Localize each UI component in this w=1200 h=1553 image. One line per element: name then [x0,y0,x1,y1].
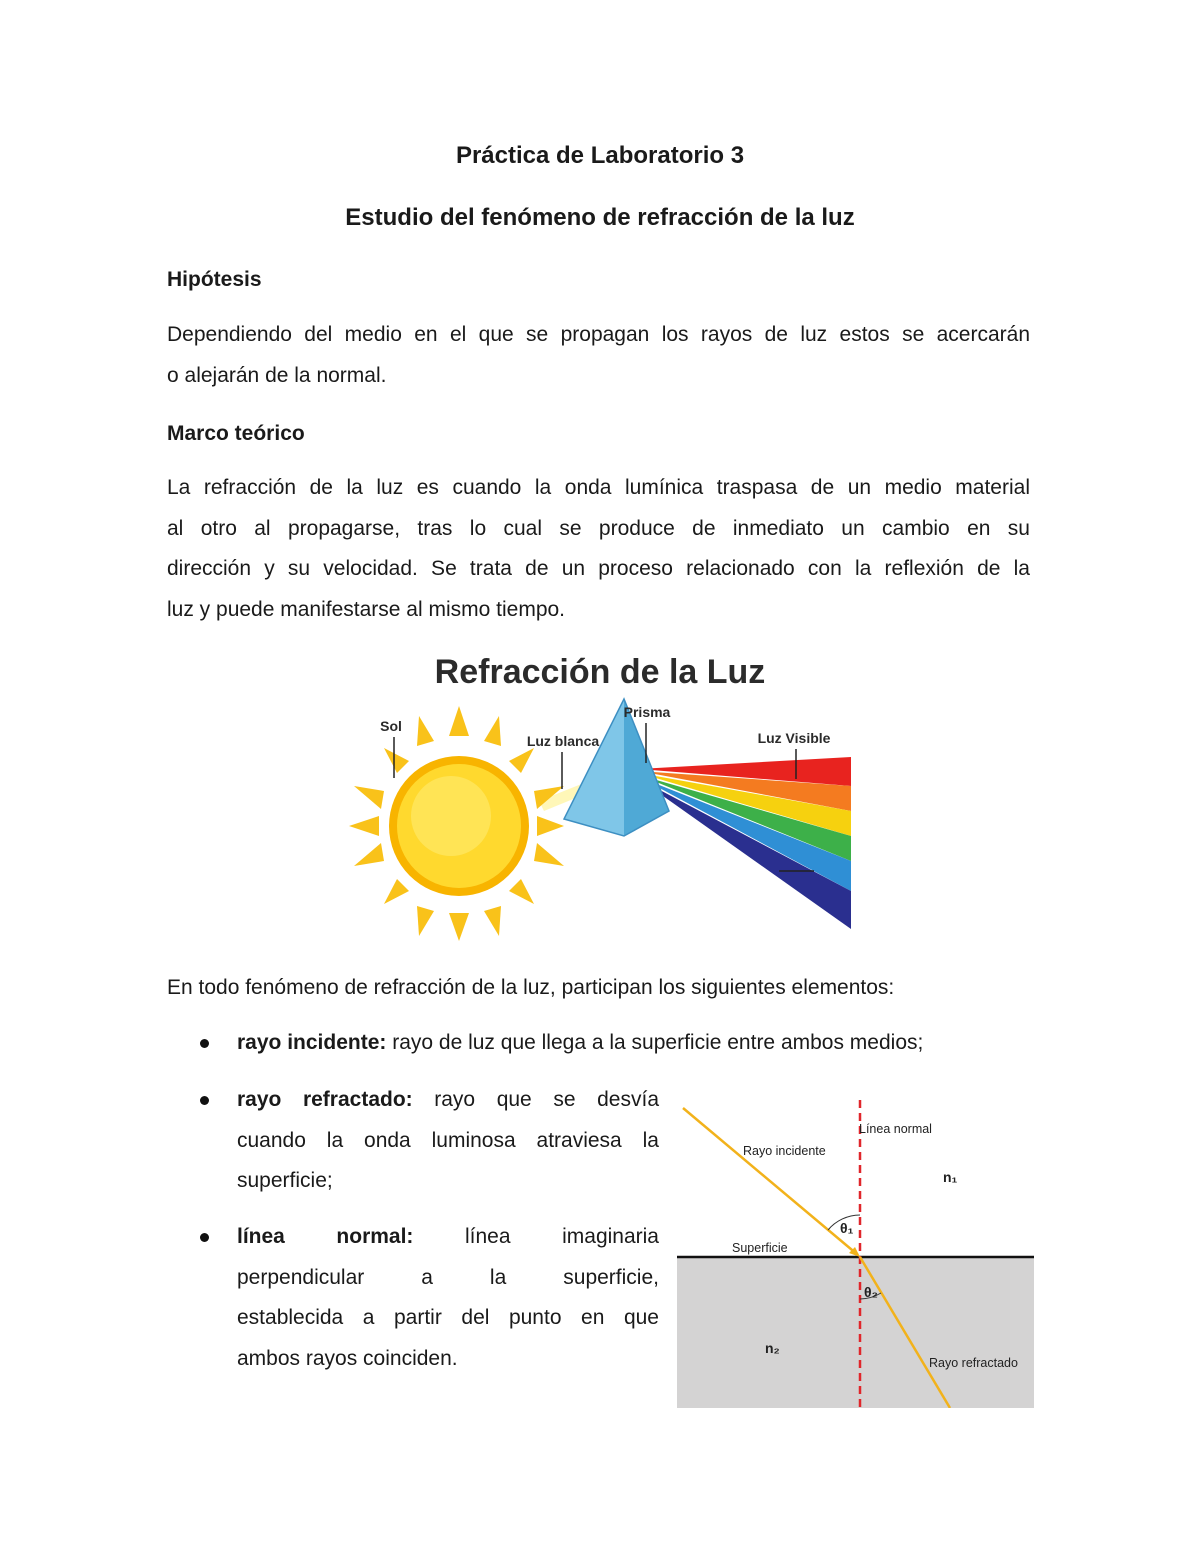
label-prism: Prisma [623,704,671,720]
label-refracted-ray: Rayo refractado [929,1356,1018,1370]
incident-ray [683,1108,858,1255]
bullet-refracted-ray [237,1080,659,1202]
medium-2-area [677,1257,1034,1408]
label-n1: n₁ [943,1169,958,1185]
bullet-line: línea normal: línea imaginaria [237,1225,659,1248]
bullet-dot [200,1233,209,1242]
framework-heading: Marco teórico [167,422,305,445]
hypothesis-line: o alejarán de la normal. [167,363,387,387]
bullet-dot [200,1096,209,1105]
framework-line: al otro al propagarse, tras lo cual se produce de inmediato un cambio en su [167,516,1030,540]
bullet-line: perpendicular a la superficie, [237,1265,659,1289]
label-sun: Sol [380,718,402,734]
hypothesis-line: Dependiendo del medio en el que se propagan los rayos de luz estos se acercarán [167,323,1030,346]
hypothesis-heading: Hipótesis [167,268,262,291]
label-theta1: θ₁ [840,1220,854,1236]
prism-refraction-figure [349,651,851,944]
bullet-term: rayo incidente: [237,1031,387,1054]
bullet-normal-line [237,1217,659,1379]
framework-line: La refracción de la luz es cuando la onda lumínica traspasa de un medio material [167,476,1030,499]
label-visible-light: Luz Visible [757,730,831,746]
bullet-line: superficie; [237,1169,333,1192]
refraction-diagram [677,1100,1034,1408]
figure1-title: Refracción de la Luz [434,653,766,691]
sun-highlight [411,776,491,856]
label-surface: Superficie [732,1241,788,1255]
label-theta2: θ₂ [864,1284,878,1300]
bullet-incident-ray [237,1023,923,1064]
bullet-dot [200,1039,209,1048]
framework-line: dirección y su velocidad. Se trata de un proceso relacionado con la reflexión de la [167,557,1030,580]
hypothesis-paragraph [167,315,1030,396]
bullet-text: rayo de luz que llega a la superficie entre ambos medios; [386,1031,924,1054]
label-white-light: Luz blanca [526,733,600,749]
framework-paragraph [167,468,1030,630]
document-subtitle: Estudio del fenómeno de refracción de la luz [345,204,855,231]
document-title: Práctica de Laboratorio 3 [455,142,745,169]
bullet-line: rayo refractado: rayo que se desvía [237,1088,659,1111]
elements-intro: En todo fenómeno de refracción de la luz, participan los siguientes elementos: [167,976,895,999]
bullet-line: establecida a partir del punto en que [237,1306,659,1329]
label-incident-ray: Rayo incidente [743,1144,826,1158]
label-n2: n₂ [765,1340,780,1356]
framework-line: luz y puede manifestarse al mismo tiempo. [167,597,566,621]
label-normal-line: Línea normal [859,1122,932,1136]
bullet-line: ambos rayos coinciden. [237,1346,458,1370]
bullet-line: cuando la onda luminosa atraviesa la [237,1128,659,1152]
